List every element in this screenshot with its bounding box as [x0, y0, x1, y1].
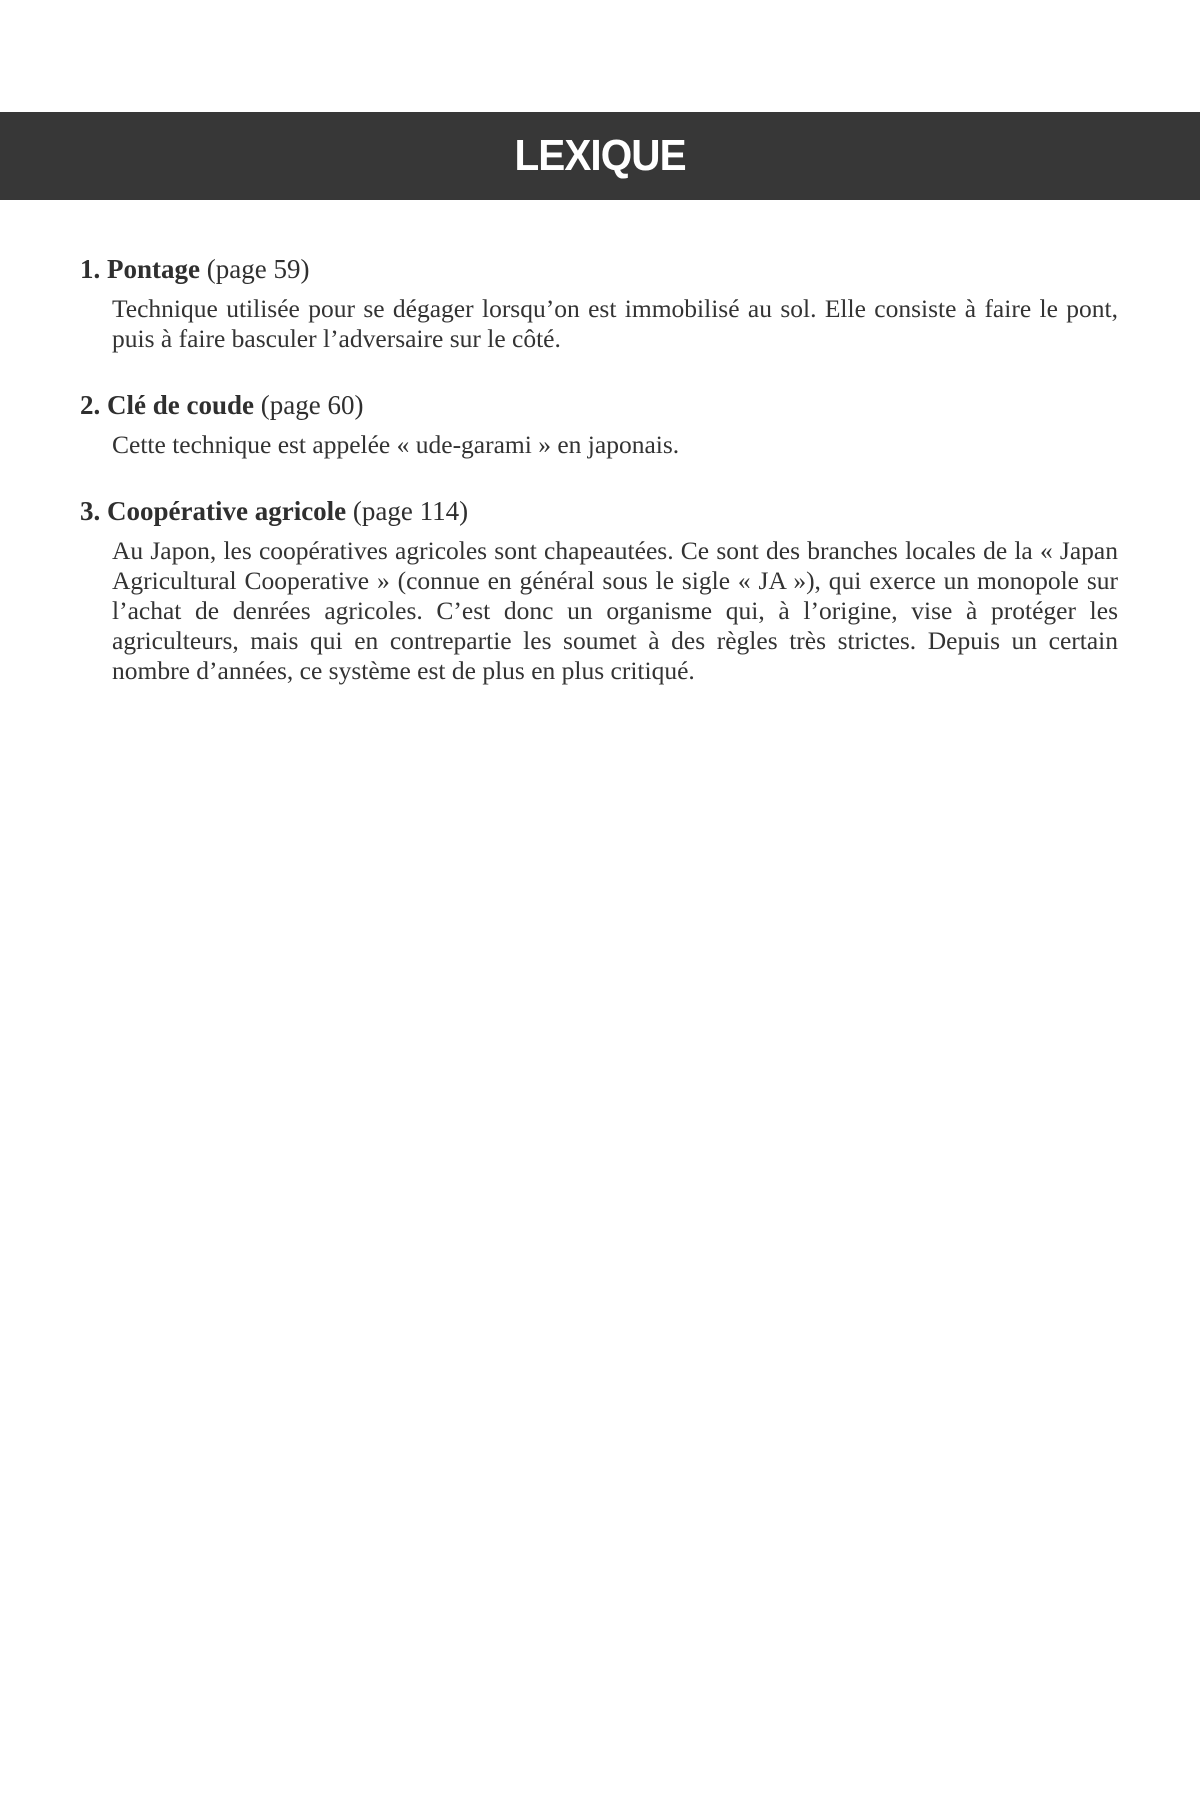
entry-heading	[80, 388, 1118, 422]
entry-term: Clé de coude	[107, 390, 254, 420]
title-banner	[0, 112, 1200, 200]
entry-definition: Technique utilisée pour se dégager lorsqu’on est immobilisé au sol. Elle consiste à faire le pont, puis à faire basculer l’adversaire sur le côté.	[112, 294, 1118, 353]
entry-term: Coopérative agricole	[107, 496, 347, 526]
entry-term: Pontage	[107, 254, 200, 284]
entry-number: 1.	[80, 254, 101, 284]
entry-heading	[80, 252, 1118, 286]
entry-heading	[80, 494, 1118, 528]
entry-number: 3.	[80, 496, 101, 526]
entry-page-reference: (page 60)	[260, 390, 364, 420]
lexicon-entry	[80, 252, 1118, 354]
lexicon-list	[80, 252, 1118, 720]
entry-page-reference: (page 114)	[352, 496, 469, 526]
entry-definition: Cette technique est appelée « ude-garami » en japonais.	[112, 430, 680, 459]
lexicon-entry	[80, 494, 1118, 686]
entry-number: 2.	[80, 390, 101, 420]
lexicon-entry	[80, 388, 1118, 460]
page-title: LEXIQUE	[514, 131, 686, 180]
entry-definition: Au Japon, les coopératives agricoles sont chapeautées. Ce sont des branches locales de la « Japan Agricultural Cooperative » (connue en général sous le sigle « JA »), qui exerce un monopole sur l’achat de denrées agricoles. C’est donc un organisme qui, à l’origine, vise à protéger les agriculteurs, mais qui en contrepartie les soumet à des règles très strictes. Depuis un certain nombre d’années, ce système est de plus en plus critiqué.	[112, 536, 1118, 685]
entry-page-reference: (page 59)	[206, 254, 310, 284]
